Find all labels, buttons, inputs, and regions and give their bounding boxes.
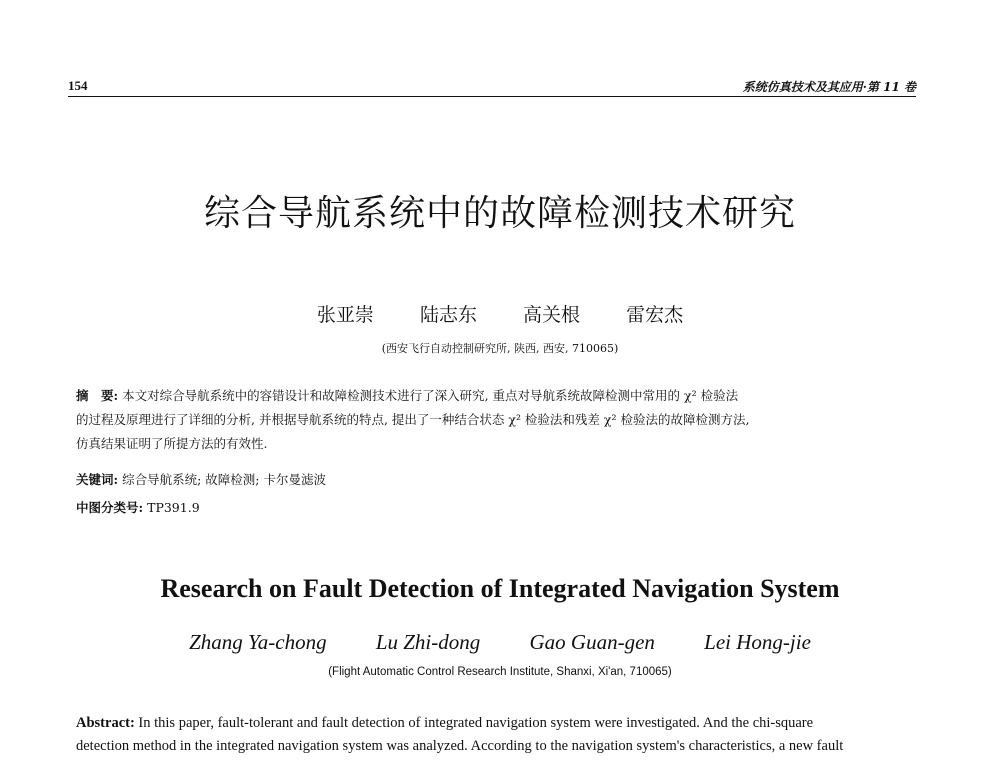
author-cn-4: 雷宏杰 <box>626 304 684 326</box>
author-cn-3: 高关根 <box>523 304 581 326</box>
page-number: 154 <box>68 78 88 93</box>
abstract-en-line-2: detection method in the integrated navigation system was analyzed. According to the navigation system's characteristics, a new fault <box>76 738 844 754</box>
affiliation-chinese: (西安飞行自动控制研究所, 陕西, 西安, 710065) <box>381 342 619 355</box>
author-cn-2: 陆志东 <box>419 304 477 326</box>
abstract-en-text-1: In this paper, fault-tolerant and fault detection of integrated navigation system were investigated. And the chi-square <box>138 715 814 731</box>
keywords-cn-text: 综合导航系统; 故障检测; 卡尔曼滤波 <box>122 472 326 487</box>
title-chinese: 综合导航系统中的故障检测技术研究 <box>203 193 796 234</box>
abstract-cn-line-1 <box>76 384 916 408</box>
title-english: Research on Fault Detection of Integrated Navigation System <box>160 574 840 603</box>
running-header <box>68 78 916 98</box>
header-rule <box>68 96 916 97</box>
journal-name: 系统仿真技术及其应用·第 11 卷 <box>742 80 916 94</box>
abstract-cn-line-3: 仿真结果证明了所提方法的有效性. <box>76 436 268 451</box>
abstract-en-label: Abstract: <box>76 715 135 731</box>
authors-chinese <box>0 300 1000 327</box>
author-en-4: Lei Hong-jie <box>704 630 811 654</box>
classification-cn-text: TP391.9 <box>147 500 200 515</box>
abstract-chinese <box>76 384 916 456</box>
author-en-2: Lu Zhi-dong <box>375 630 481 654</box>
abstract-en-line-1 <box>76 712 916 735</box>
author-en-1: Zhang Ya-chong <box>189 630 327 654</box>
classification-chinese <box>76 498 916 518</box>
abstract-cn-line-2: 的过程及原理进行了详细的分析, 并根据导航系统的特点, 提出了一种结合状态 χ² 检验法和残差 χ² 检验法的故障检测方法, <box>76 412 750 427</box>
keywords-cn-label: 关键词: <box>76 472 119 487</box>
classification-cn-label: 中图分类号: <box>76 500 144 515</box>
abstract-cn-text-1: 本文对综合导航系统中的容错设计和故障检测技术进行了深入研究, 重点对导航系统故障检测中常用的 χ² 检验法 <box>122 388 739 403</box>
abstract-english <box>76 712 916 758</box>
abstract-cn-label: 摘 要: <box>76 388 119 403</box>
author-en-3: Gao Guan-gen <box>529 630 655 654</box>
author-cn-1: 张亚崇 <box>316 304 374 326</box>
keywords-chinese <box>76 470 916 490</box>
affiliation-english: (Flight Automatic Control Research Institute, Shanxi, Xi'an, 710065) <box>328 666 672 678</box>
authors-english <box>0 630 1000 655</box>
